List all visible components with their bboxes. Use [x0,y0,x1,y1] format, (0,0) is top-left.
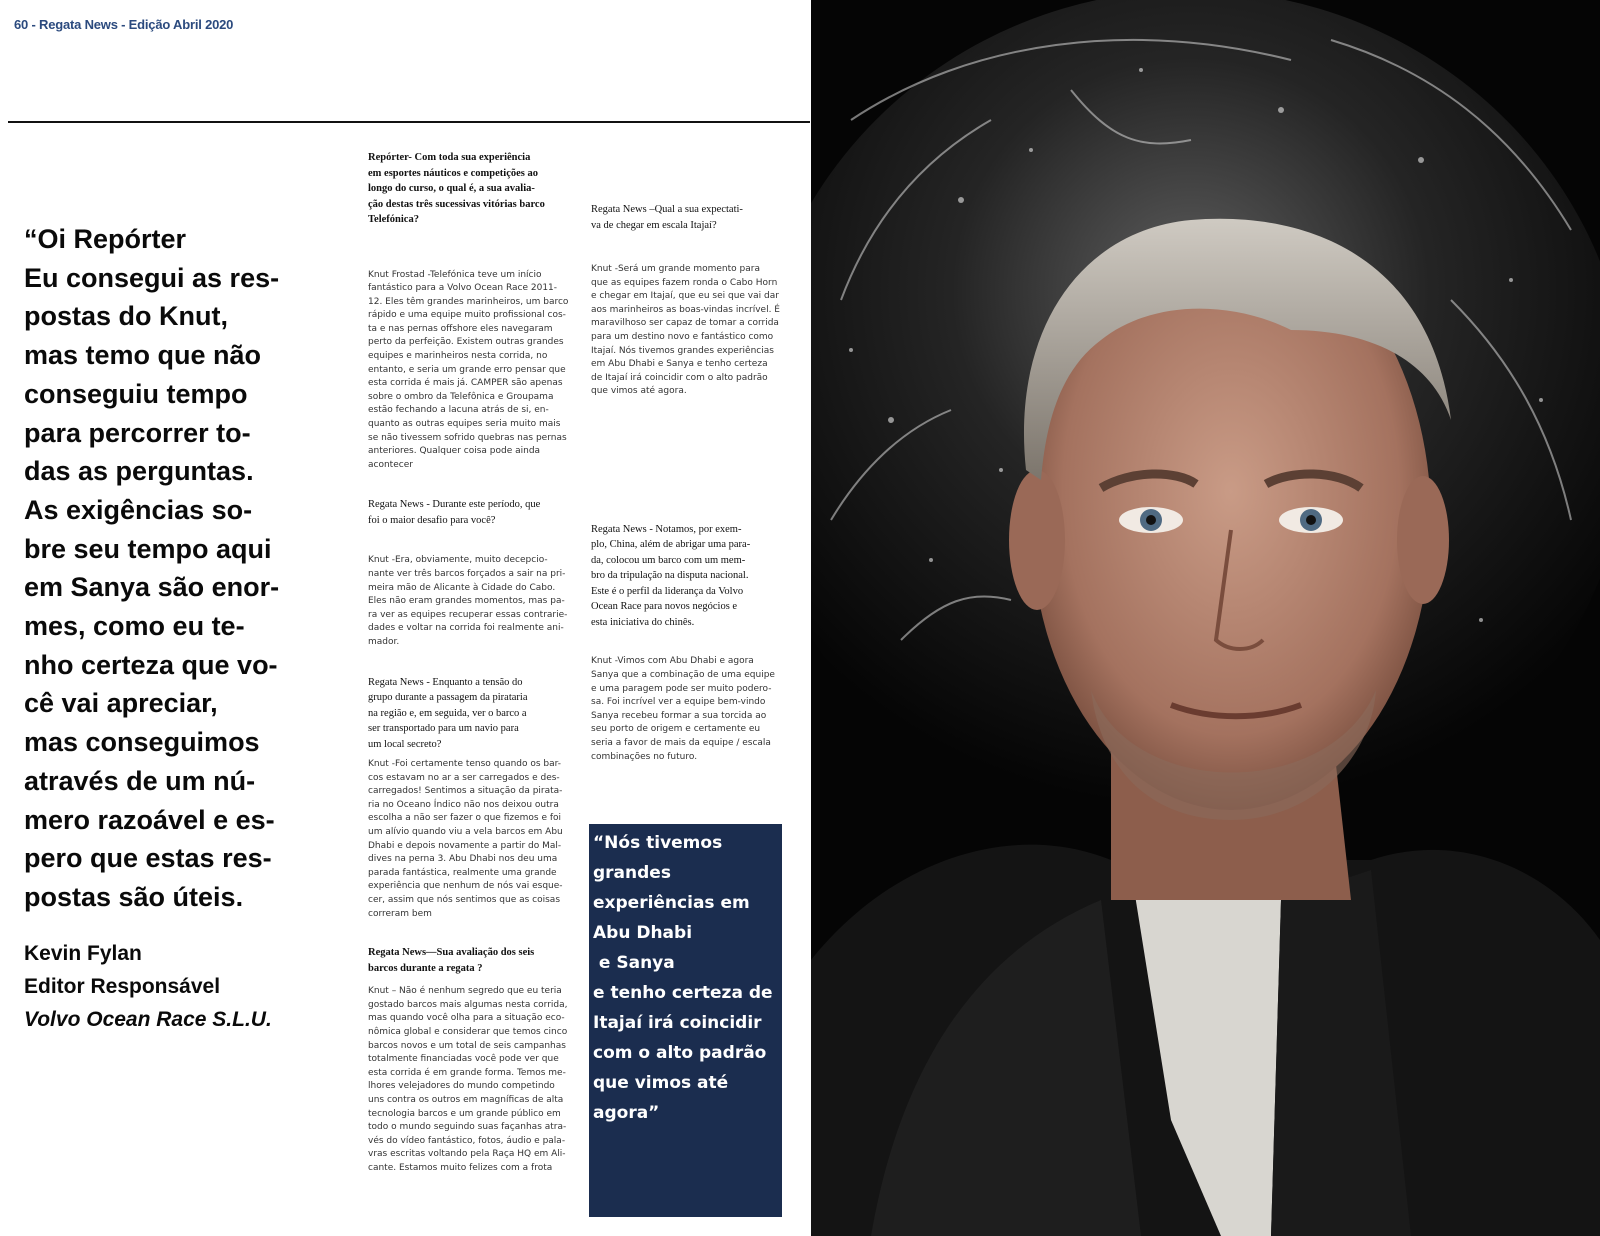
quote-line: com o alto padrão [593,1043,767,1063]
text-line: vés do vídeo fantástico, fotos, áudio e pala- [368,1135,566,1146]
text-line: grupo durante a passagem da pirataria [368,692,528,704]
text-line: Este é o perfil da liderança da Volvo [591,585,744,597]
text-line: Eles não eram grandes momentos, mas pa- [368,596,565,607]
text-line: todo o mundo seguindo suas façanhas atra- [368,1122,567,1133]
text-line: estão fechando a lacuna atrás de si, en- [368,405,549,416]
text-line: Knut Frostad -Telefónica teve um início [368,269,542,280]
text-line: Ocean Race para novos negócios e [591,601,738,613]
pullquote-line: mero razoável e es- [24,804,275,835]
text-line: Sanya recebeu formar a sua torcida ao [591,710,767,721]
text-line: lhores velejadores do mundo competindo [368,1081,555,1092]
answer-block [368,554,568,649]
text-line: seria a favor de mais da equipe / escala [591,738,771,748]
text-line: que as equipes fazem ronda o Cabo Horn [591,277,778,288]
quote-line: “Nós tivemos [593,833,723,853]
text-line: esta corrida é mais já. CAMPER são apenas [368,378,563,389]
text-line: acontecer [368,459,413,470]
text-line: tecnologia barcos e um grande público em [368,1108,561,1119]
text-line: da, colocou um barco com um mem- [591,554,746,566]
text-line: dades e voltar na corrida foi realmente ani- [368,623,564,634]
pullquote-line: para percorrer to- [24,417,251,448]
text-line: Knut -Era, obviamente, muito decepcio- [368,555,548,566]
text-line: Knut -Foi certamente tenso quando os bar- [368,759,562,770]
portrait-illustration [811,0,1600,1236]
text-line: de Itajaí irá coincidir com o alto padrão [591,372,768,383]
text-line: ção destas três sucessivas vitórias barco [368,198,545,210]
text-line: nômica global e considerar que temos cinco [368,1026,568,1037]
text-line: mador. [368,636,400,647]
answer-block [591,655,791,764]
text-line: esta iniciativa do chinês. [591,616,695,628]
text-line: Itajaí. Nós tivemos grandes experiências [591,345,774,356]
interview-column-1 [368,150,568,1176]
text-line: Knut -Vimos com Abu Dhabi e agora [591,656,754,667]
text-line: 12. Eles têm grandes marinheiros, um barco [368,296,569,307]
text-line: ria no Oceano Índico não nos deixou outra [368,799,559,810]
text-line: Sanya que a combinação de uma equipe [591,670,775,681]
text-line: que vimos até agora. [591,386,687,397]
pullquote-line: conseguiu tempo [24,378,248,409]
quote-line: que vimos até [593,1073,729,1093]
editor-signature [24,937,344,1036]
quote-line: Abu Dhabi [593,923,693,943]
quote-line: experiências em [593,893,750,913]
text-line: carregados! Sentimos a situação da pirata- [368,786,563,797]
text-line: quanto as outras equipes seria muito mais [368,419,561,430]
answer-block [368,758,568,921]
quote-line: e Sanya [593,953,675,973]
text-line: um local secreto? [368,738,442,750]
text-line: sa. Foi incrível ver a equipe bem-vindo [591,697,766,708]
text-line: gostado barcos mais algumas nesta corrida, [368,999,568,1010]
pullquote-line: mas conseguimos [24,727,260,758]
text-line: experiência que nenhum de nós vai esque- [368,881,563,892]
text-line: Regata News—Sua avaliação dos seis [368,947,535,959]
text-line: na região e, em seguida, ver o barco a [368,707,527,719]
answer-block [591,263,791,399]
question-block [368,945,568,976]
editor-pullquote [24,220,344,917]
text-line: equipes e marinheiros nesta corrida, no [368,351,548,362]
highlight-quote-box [589,824,782,1217]
text-line: nante ver três barcos forçados a sair na pri- [368,569,566,579]
pullquote-line: nho certeza que vo- [24,649,278,680]
text-line: para um destino novo e fantástico como [591,331,774,342]
text-line: barcos durante a regata ? [368,962,483,974]
text-line: um alívio quando viu a vela barcos em Abu [368,827,563,838]
pullquote-line: “Oi Repórter [24,224,187,254]
text-line: Regata News –Qual a sua expectati- [591,204,743,215]
text-line: maravilhoso ser capaz de tomar a corrida [591,318,779,329]
text-line: fantástico para a Volvo Ocean Race 2011- [368,283,558,294]
text-line: em Abu Dhabi e Sanya e tenho certeza [591,359,768,370]
portrait-photo [811,0,1600,1236]
text-line: em esportes náuticos e competições ao [368,167,538,179]
question-block [368,150,568,228]
text-line: ser transportado para um navio para [368,723,519,735]
text-line: aos marinheiros as boas-vindas incrível. É [591,304,780,315]
quote-line: e tenho certeza de [593,983,773,1003]
text-line: uns contra os outros em magníficas de alta [368,1094,564,1105]
answer-block [368,985,568,1175]
text-line: Repórter- Com toda sua experiência [368,152,531,163]
text-line: longo do curso, o qual é, a sua avalia- [368,183,535,194]
signature-role: Editor Responsável [24,975,221,998]
text-line: cos estavam no ar a ser carregados e des- [368,772,560,783]
text-line: esta corrida é em grande forma. Temos me- [368,1067,566,1078]
text-line: e uma paragem pode ser muito podero- [591,683,772,694]
text-line: bro da tripulação na disputa nacional. [591,570,749,582]
text-line: sobre o ombro da Telefônica e Groupama [368,391,554,402]
pullquote-line: mas temo que não [24,340,262,371]
text-line: mas quando você olha para a situação eco- [368,1013,565,1024]
text-line: rápido e uma equipe muito profissional cos- [368,310,566,321]
text-line: ta e nas pernas offshore eles navegaram [368,323,553,334]
pullquote-line: das as perguntas. [24,456,254,487]
text-line: Knut -Será um grande momento para [591,264,760,274]
text-line: foi o maior desafio para você? [368,514,496,526]
text-line: correram bem [368,908,432,919]
header-divider [8,121,810,123]
question-block [591,202,791,233]
text-line: Dhabi e depois novamente a partir do Mal- [368,840,562,851]
text-line: Regata News - Enquanto a tensão do [368,676,523,688]
pullquote-line: postas são úteis. [24,881,244,912]
text-line: Knut – Não é nenhum segredo que eu teria [368,986,562,997]
question-block [368,497,568,528]
text-line: meira mão de Alicante à Cidade do Cabo. [368,582,556,593]
question-block [591,522,791,631]
interview-column-2 [591,202,791,764]
quote-line: grandes [593,863,671,883]
text-line: barcos novos e um total de seis campanhas [368,1040,566,1051]
text-line: totalmente financiadas você pode ver que [368,1054,559,1065]
text-line: seu porto de origem e certamente eu [591,724,761,735]
pullquote-line: postas do Knut, [24,301,228,332]
pullquote-line: mes, como eu te- [24,611,245,642]
text-line: combinações no futuro. [591,751,698,762]
pullquote-line: em Sanya são enor- [24,572,280,603]
text-line: plo, China, além de abrigar uma para- [591,539,751,551]
text-line: se não tivessem sofrido quebras nas pernas [368,432,567,443]
text-line: va de chegar em escala Itajaí? [591,219,717,231]
text-line: escolha a não ser fazer o que fizemos e foi [368,813,562,824]
text-line: cante. Estamos muito felizes com a frota [368,1162,553,1173]
question-block [368,675,568,753]
text-line: ra ver as equipes recuperar essas contrarie- [368,609,568,620]
quote-line: Itajaí irá coincidir [593,1013,762,1033]
pullquote-line: bre seu tempo aqui [24,533,272,564]
signature-name: Kevin Fylan [24,942,142,965]
signature-org: Volvo Ocean Race S.L.U. [24,1008,272,1031]
quote-line: agora” [593,1103,660,1123]
text-line: parada fantástica, realmente uma grande [368,867,557,878]
text-line: entanto, e seria um grande erro pensar que [368,364,566,375]
pullquote-line: As exigências so- [24,494,253,525]
pullquote-line: pero que estas res- [24,843,272,874]
text-line: e chegar em Itajaí, que eu sei que vai dar [591,291,779,302]
pullquote-line: cê vai apreciar, [24,688,218,719]
pullquote-line: Eu consegui as res- [24,262,280,293]
text-line: Regata News - Durante este período, que [368,499,541,511]
text-line: vras escritas voltando pela Raça HQ em Ali- [368,1149,566,1160]
text-line: Regata News - Notamos, por exem- [591,523,742,535]
text-line: dives na perna 3. Abu Dhabi nos deu uma [368,854,558,865]
text-line: cer, assim que nós sentimos que as coisas [368,895,561,905]
pullquote-line: através de um nú- [24,765,256,796]
page-header: 60 - Regata News - Edição Abril 2020 [14,17,234,32]
text-line: perto da perfeição. Existem outras grandes [368,337,564,348]
answer-block [368,269,568,473]
text-line: anteriores. Qualquer coisa pode ainda [368,446,541,457]
text-line: Telefónica? [368,214,419,225]
